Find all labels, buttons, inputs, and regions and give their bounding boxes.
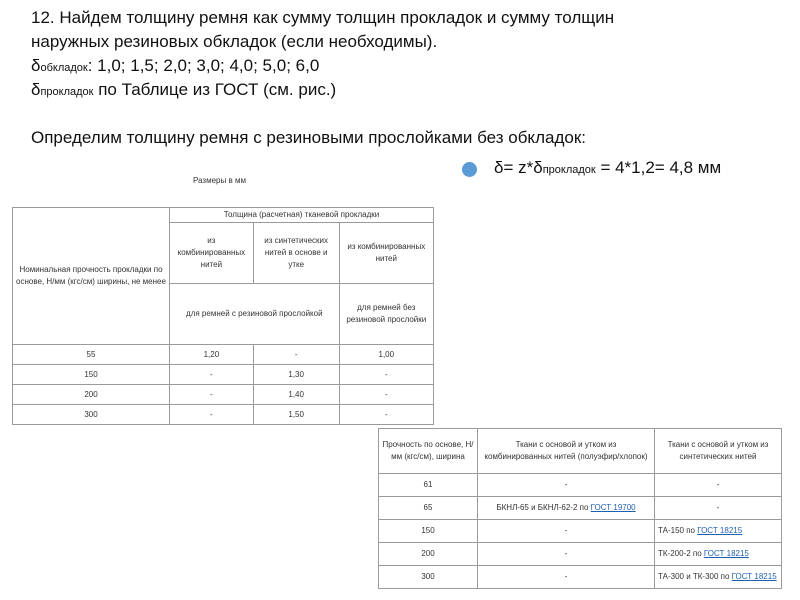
cell-text: ТА-300 и ТК-300 по (658, 572, 732, 581)
table2-header-synthetic: Ткани с основой и утком из синтетических нитей (655, 429, 782, 474)
prokladok-note: по Таблице из ГОСТ (см. рис.) (93, 80, 337, 99)
table-cell: 61 (379, 474, 478, 497)
formula-result: = 4*1,2= 4,8 мм (595, 158, 722, 177)
table1-header-strength: Номинальная прочность прокладки по основе, Н/мм (кгс/см) ширины, не менее (13, 208, 170, 345)
table-row (379, 474, 782, 497)
formula-prefix: δ= z*δ (494, 158, 543, 177)
delta-symbol: δ (31, 56, 41, 75)
table1-col-combined-2: из комбинированных нитей (339, 223, 433, 284)
gost-thickness-table (12, 207, 434, 425)
table-cell: - (339, 385, 433, 405)
table-cell: - (478, 520, 655, 543)
table-cell: 150 (379, 520, 478, 543)
delta-symbol: δ (31, 80, 41, 99)
slide-line-determine: Определим толщину ремня с резиновыми прослойками без обкладок: (31, 128, 586, 147)
table-row (379, 520, 782, 543)
table-row (13, 405, 434, 425)
gost-18215-link[interactable]: ГОСТ 18215 (731, 572, 777, 581)
subscript-prokladok: прокладок (40, 86, 94, 98)
gost-18215-link[interactable]: ГОСТ 18215 (703, 549, 749, 558)
table-row (13, 385, 434, 405)
table-cell: - (478, 474, 655, 497)
table-cell: 65 (379, 497, 478, 520)
table-cell: - (339, 365, 433, 385)
table-cell (655, 520, 782, 543)
table-cell (478, 497, 655, 520)
table-cell: 55 (13, 345, 170, 365)
slide-line-2: наружных резиновых обкладок (если необходимы). (31, 32, 438, 51)
table-cell: 1,40 (253, 385, 339, 405)
table1-group-without-layer: для ремней без резиновой прослойки (339, 284, 433, 345)
table-cell: 1,50 (253, 405, 339, 425)
table1-col-synthetic: из синтетических нитей в основе и утке (253, 223, 339, 284)
table-cell: - (655, 497, 782, 520)
obkladok-values: : 1,0; 1,5; 2,0; 3,0; 4,0; 5,0; 6,0 (87, 56, 320, 75)
table-cell: - (170, 385, 254, 405)
table-cell: 300 (379, 566, 478, 589)
table-cell: 1,20 (170, 345, 254, 365)
bullet-dot-icon (462, 162, 477, 177)
table-cell: - (339, 405, 433, 425)
bullet-formula (494, 156, 734, 182)
subscript-obkladok: обкладок (40, 62, 88, 74)
table-row (13, 365, 434, 385)
table-row (379, 543, 782, 566)
cell-text: ТК-200-2 по (658, 549, 704, 558)
table-row (379, 497, 782, 520)
slide-line-1: 12. Найдем толщину ремня как сумму толщин прокладок и сумму толщин (31, 8, 615, 27)
cell-text: БКНЛ-65 и БКНЛ-62-2 по (496, 503, 591, 512)
table1-caption: Размеры в мм (193, 176, 246, 185)
table-cell: - (655, 474, 782, 497)
table-cell: 1,00 (339, 345, 433, 365)
table-row (13, 345, 434, 365)
table-cell: - (478, 566, 655, 589)
table-cell: - (170, 365, 254, 385)
table1-group-with-layer: для ремней с резиновой прослойкой (170, 284, 340, 345)
table-cell: - (253, 345, 339, 365)
formula-subscript: прокладок (542, 164, 596, 176)
table1-header-thickness: Толщина (расчетная) тканевой прокладки (170, 208, 434, 223)
cell-text: ТА-150 по (658, 526, 698, 535)
fabric-types-table (378, 428, 782, 589)
table-cell: 200 (379, 543, 478, 566)
table-cell: - (478, 543, 655, 566)
table1-col-combined: из комбинированных нитей (170, 223, 254, 284)
table2-header-strength: Прочность по основе, Н/мм (кгс/см), ширина (379, 429, 478, 474)
table-cell (655, 543, 782, 566)
table-cell: 200 (13, 385, 170, 405)
table-cell: 150 (13, 365, 170, 385)
table-cell (655, 566, 782, 589)
table2-header-combined: Ткани с основой и утком из комбинированных нитей (полуэфир/хлопок) (478, 429, 655, 474)
slide-line-delta-obkladok (31, 54, 319, 80)
slide-line-delta-prokladok (31, 78, 336, 104)
table-cell: 1,30 (253, 365, 339, 385)
gost-18215-link[interactable]: ГОСТ 18215 (697, 526, 743, 535)
table-cell: - (170, 405, 254, 425)
gost-19700-link[interactable]: ГОСТ 19700 (590, 503, 636, 512)
table-cell: 300 (13, 405, 170, 425)
table-row (379, 566, 782, 589)
